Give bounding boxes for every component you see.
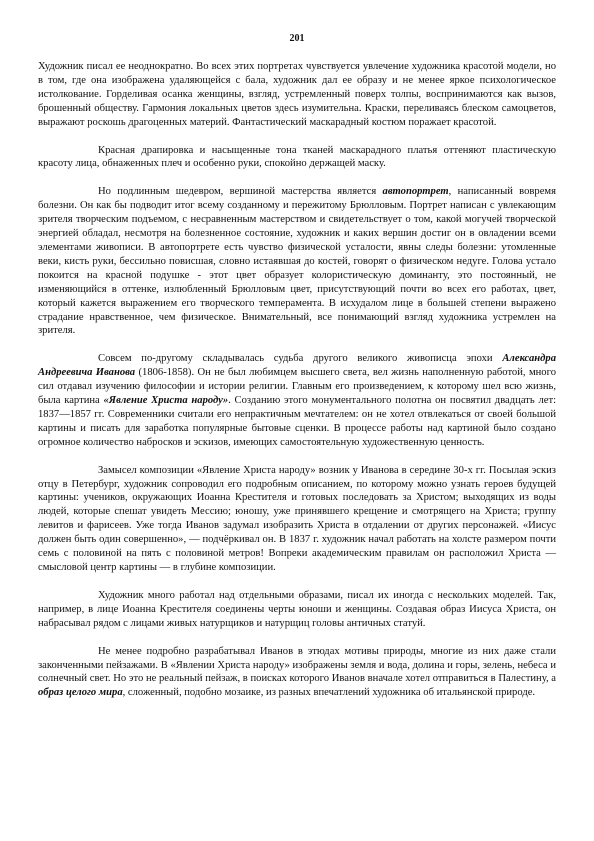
paragraph-5 bbox=[38, 464, 556, 575]
text-run: Художник писал ее неоднократно. Во всех этих портретах чувствуется увлечение художника красотой модели, но в том, где она изображена удаляющейся с бала, художник дал ее образу и не менее яркое психологическое истолкование. Горделивая осанка женщины, взгляд, устремленный поверх толпы, воспринимаются как вызов, брошенный обществу. Гармония локальных цветов здесь изумительна. Краски, переливаясь блеском самоцветов, выражают роскошь драгоценных материй. Фантастический маскарадный костюм поражает красотой. bbox=[38, 61, 556, 128]
emphasis-world-image: образ целого мира bbox=[38, 687, 123, 699]
paragraph-6 bbox=[38, 589, 556, 631]
text-run: . Созданию этого монументального полотна он посвятил двадцать лет: 1837—1857 гг. Современники считали его непрактичным мечтателем: он не хотел отвлекаться от своей большой картины и писать для заработка популярные бытовые сценки. В процессе работы над картиной было создано огромное количество набросков и эскизов, имеющих самостоятельную художественную ценность. bbox=[38, 395, 557, 448]
paragraph-4 bbox=[38, 352, 556, 449]
paragraph-2 bbox=[38, 144, 556, 172]
text-run: Красная драпировка и насыщенные тона тканей маскарадного платья оттеняют пластическую красоту лица, обнаженных плеч и особенно руки, спокойно держащей маску. bbox=[38, 144, 556, 170]
text-run: Замысел композиции «Явление Христа народу» возник у Иванова в середине 30-х гг. Посылая эскиз отцу в Петербург, художник сопроводил его подробным описанием, по которому можно узнать героев будущей картины: учеников, окружающих Иоанна Крестителя и готовых последовать за Христом; выходящих из воды людей, которые спешат увидеть Мессию; юношу, уже принявшего крещение и смотрящего на Христа; группу левитов и фарисеев. Уже тогда Иванов задумал изобразить Христа в отдалении от других персонажей. «Иисус должен быть один совершенно», — подчёркивал он. В 1837 г. художник начал работать на холсте размером почти семь с половиной на пять с половиной метров! Вопреки академическим правилам он расположил Христа — смысловой центр картины — в глубине композиции. bbox=[38, 464, 556, 573]
emphasis-artist-name: Александра Андреевича Иванова bbox=[38, 353, 556, 379]
text-run: Совсем по-другому складывалась судьба другого великого живописца эпохи bbox=[98, 353, 503, 365]
paragraph-3 bbox=[38, 185, 556, 338]
emphasis-painting-title: «Явление Христа народу» bbox=[103, 395, 229, 407]
text-run: , написанный вовремя болезни. Он как бы подводит итог всему созданному и пережитому Брюлловым. Портрет написан с увлекающим зрителя творческим подъемом, с несравненным мастерством и свидетельствует о том, какой могучей творческой энергией обладал, несмотря на болезненное состояние, художник и каких вершин достиг он в овладении всеми элементами живописи. В автопортрете есть чувство физической усталости, явны следы болезни: утомленные веки, кисть руки, бессильно повисшая, словно истаявшая до костей, говорят о физическом недуге. Голова устало покоится на красной подушке - этот цвет образует колористическую доминанту, это постоянный, не изменяющийся в оттенке, излюбленный Брюлловым цвет, присутствующий почти во всех его работах, цвет, который кажется выражением его творческого темперамента. В исхудалом лице в большей степени выражено страдание нравственное, чем физическое. Внимательный, все понимающий взгляд художника устремлен на зрителя. bbox=[38, 186, 556, 337]
text-run: (1806-1858). Он не был любимцем высшего света, вел жизнь наполненную работой, много сил отдавал изучению философии и истории религии. Главным его произведением, к которому шел всю жизнь, была картина bbox=[38, 367, 556, 407]
text-run: Художник много работал над отдельными образами, писал их иногда с нескольких моделей. Так, например, в лице Иоанна Крестителя соединены черты юноши и женщины. Создавая образ Иисуса Христа, он набрасывал рядом с лицами живых натурщиков и натурщиц головы античных статуй. bbox=[38, 589, 556, 629]
text-run: , сложенный, подобно мозаике, из разных впечатлений художника об итальянской природе. bbox=[122, 687, 536, 699]
text-run: Не менее подробно разрабатывал Иванов в этюдах мотивы природы, многие из них даже стали законченными пейзажами. В «Явлении Христа народу» изображены земля и вода, долина и горы, зелень, небеса и солнечный свет. Но это не реальный пейзаж, в поисках которого Иванов вначале хотел отправиться в Палестину, а bbox=[38, 645, 556, 685]
emphasis-autoportrait: автопортрет bbox=[382, 186, 449, 198]
page-number: 201 bbox=[289, 33, 305, 44]
text-run: Но подлинным шедевром, вершиной мастерства является bbox=[98, 186, 383, 198]
document-body bbox=[38, 60, 556, 700]
paragraph-1 bbox=[38, 60, 556, 130]
paragraph-7 bbox=[38, 645, 556, 701]
